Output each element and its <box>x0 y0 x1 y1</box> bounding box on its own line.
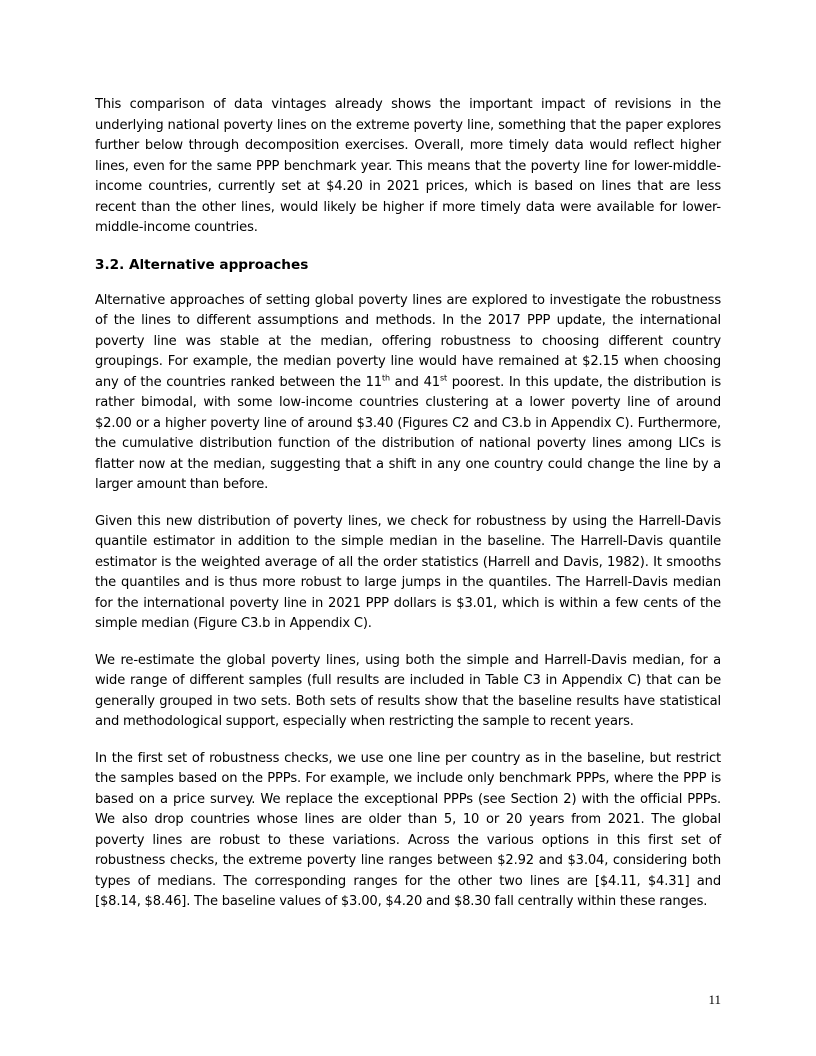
paragraph-data-vintages: This comparison of data vintages already shows the important impact of revisions in the underlying national poverty lines on the extreme poverty line, something that the paper explores further below through decomposition exercises. Overall, more timely data would reflect higher lines, even for the same PPP benchmark year. This means that the poverty line for lower-middle-income countries, currently set at $4.20 in 2021 prices, which is based on lines that are less recent than the other lines, would likely be higher if more timely data were available for lower-middle-income countries. <box>95 97 721 235</box>
paragraph-2-text-1: Alternative approaches of setting global poverty lines are explored to investigate the robustness of the lines to different assumptions and methods. In the 2017 PPP update, the international poverty line was stable at the median, offering robustness to choosing different country groupings. For example, the median poverty line would have remained at $2.15 when choosing any of the countries ranked between the 11 <box>95 292 721 390</box>
paragraph-harrell-davis: Given this new distribution of poverty lines, we check for robustness by using the Harrell-Davis quantile estimator in addition to the simple median in the baseline. The Harrell-Davis quantile estimator is the weighted average of all the order statistics (Harrell and Davis, 1982). It smooths the quantiles and is thus more robust to large jumps in the quantiles. The Harrell-Davis median for the international poverty line in 2021 PPP dollars is $3.01, which is within a few cents of the simple median (Figure C3.b in Appendix C). <box>95 513 721 631</box>
ordinal-suffix-st: st <box>439 373 447 383</box>
paragraph-alternative-approaches <box>95 291 721 496</box>
paragraph-re-estimate: We re-estimate the global poverty lines, using both the simple and Harrell-Davis median, for a wide range of different samples (full results are included in Table C3 in Appendix C) that can be generally grouped in two sets. Both sets of results show that the baseline results have statistical and methodological support, especially when restricting the sample to recent years. <box>95 652 721 729</box>
paragraph-2-text-3: poorest. In this update, the distribution is rather bimodal, with some low-income countries clustering at a lower poverty line of around $2.00 or a higher poverty line of around $3.40 (Figures C2 and C3.b in Appendix C). Furthermore, the cumulative distribution function of the distribution of national poverty lines among LICs is flatter now at the median, suggesting that a shift in any one country could change the line by a larger amount than before. <box>95 374 721 492</box>
paragraph-2-text-2: and 41 <box>389 374 440 390</box>
document-page <box>95 95 721 913</box>
ordinal-suffix-th: th <box>381 373 390 383</box>
page-number: 11 <box>708 992 721 1007</box>
paragraph-robustness-checks: In the first set of robustness checks, we use one line per country as in the baseline, but restrict the samples based on the PPPs. For example, we include only benchmark PPPs, where the PPP is based on a price survey. We replace the exceptional PPPs (see Section 2) with the official PPPs. We also drop countries whose lines are older than 5, 10 or 20 years from 2021. The global poverty lines are robust to these variations. Across the various options in this first set of robustness checks, the extreme poverty line ranges between $2.92 and $3.04, considering both types of medians. The corresponding ranges for the other two lines are [$4.11, $4.31] and [$8.14, $8.46]. The baseline values of $3.00, $4.20 and $8.30 fall centrally within these ranges. <box>95 750 721 909</box>
section-heading: 3.2. Alternative approaches <box>95 256 309 273</box>
